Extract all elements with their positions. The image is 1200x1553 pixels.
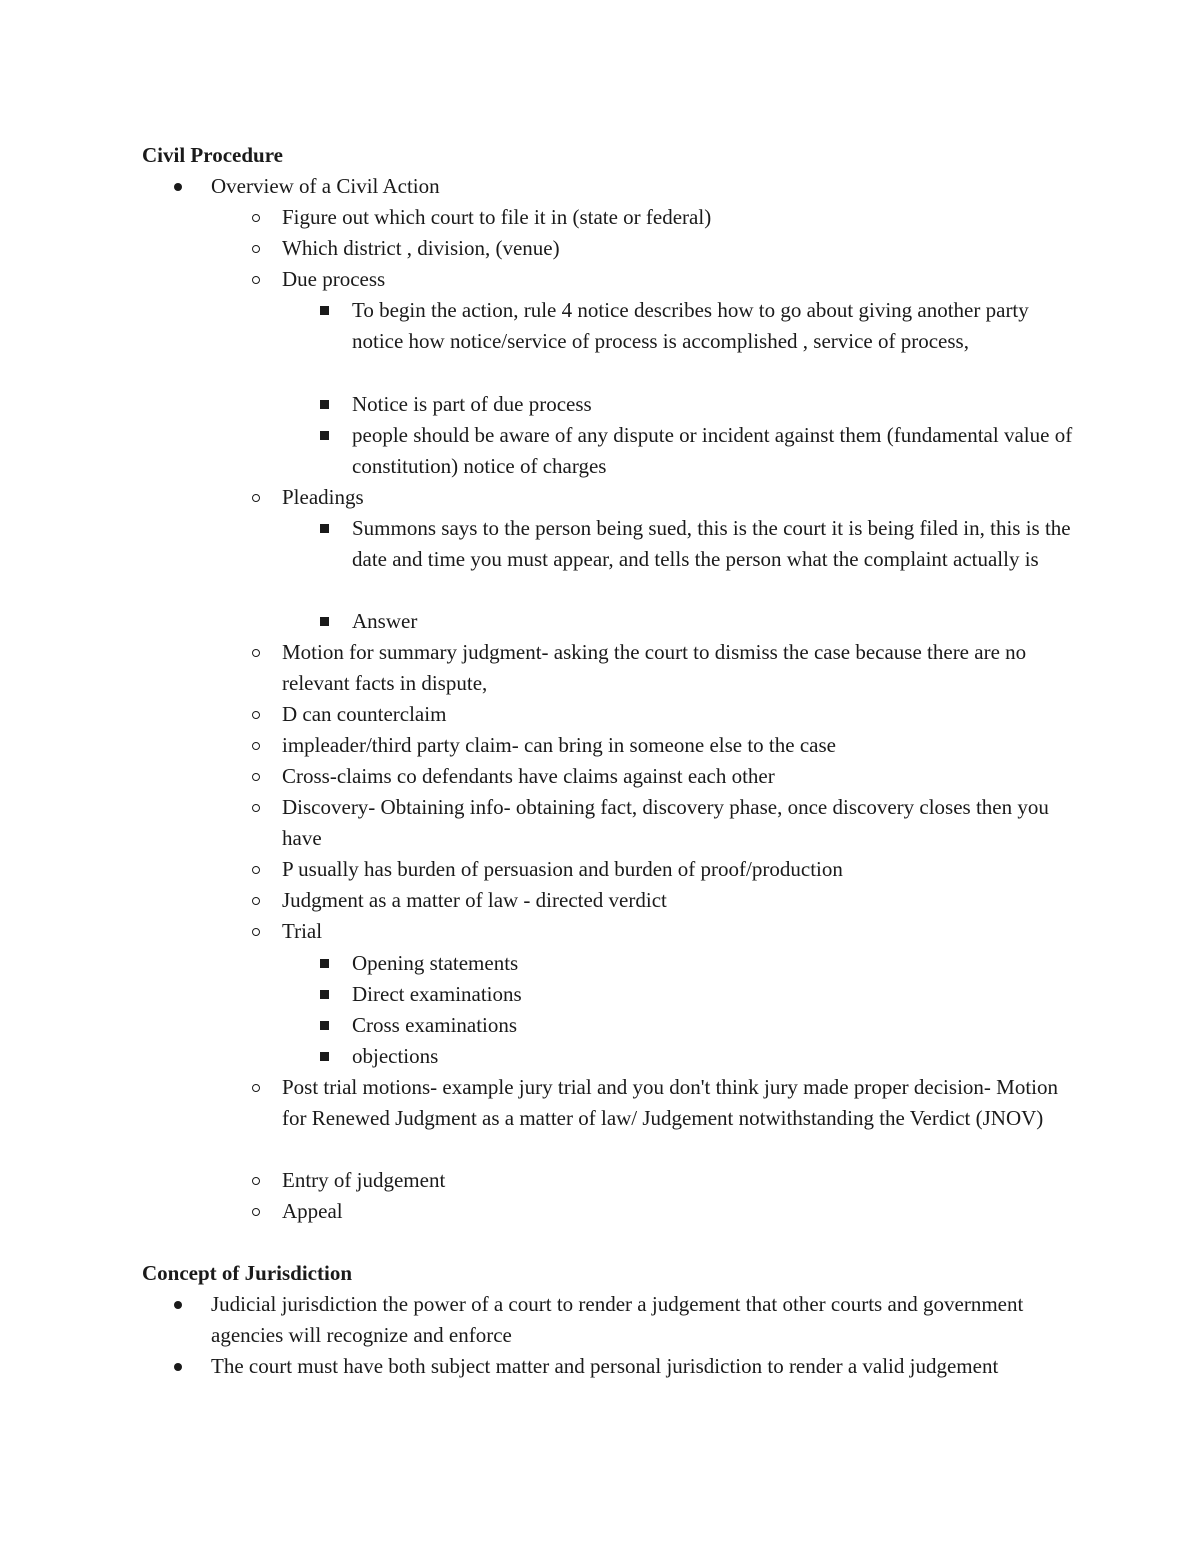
bullet-icon — [170, 1289, 186, 1320]
list-item: Judicial jurisdiction the power of a court to render a judgement that other courts and government agencies will recognize and enforce — [170, 1289, 1050, 1351]
bullet-icon — [316, 513, 332, 544]
bullet-icon — [170, 171, 186, 202]
list-item: Figure out which court to file it in (state or federal) — [248, 202, 1068, 233]
bullet-icon — [248, 264, 264, 295]
list-item: Notice is part of due process — [316, 389, 1076, 420]
list-item: Cross-claims co defendants have claims against each other — [248, 761, 1068, 792]
bullet-icon — [248, 233, 264, 264]
bullet-icon — [316, 1010, 332, 1041]
bullet-icon — [248, 1196, 264, 1227]
list-item: Pleadings — [248, 482, 1068, 513]
list-item: Judgment as a matter of law - directed verdict — [248, 885, 1068, 916]
list-item: Entry of judgement — [248, 1165, 1068, 1196]
bullet-icon — [248, 916, 264, 947]
list-item: Appeal — [248, 1196, 1068, 1227]
list-item: Summons says to the person being sued, this is the court it is being filed in, this is the date and time you must appear, and tells the person what the complaint actually is — [316, 513, 1076, 575]
list-item: Which district , division, (venue) — [248, 233, 1068, 264]
list-item: Post trial motions- example jury trial and you don't think jury made proper decision- Motion for Renewed Judgment as a matter of law/ Judgement notwithstanding the Verdict (JNOV) — [248, 1072, 1068, 1134]
list-item: Cross examinations — [316, 1010, 1076, 1041]
list-item: Overview of a Civil Action — [170, 171, 1050, 202]
list-item: Trial — [248, 916, 1068, 947]
bullet-icon — [248, 854, 264, 885]
bullet-icon — [248, 1165, 264, 1196]
bullet-icon — [248, 699, 264, 730]
bullet-icon — [248, 1072, 264, 1103]
bullet-icon — [248, 202, 264, 233]
list-item: D can counterclaim — [248, 699, 1068, 730]
list-item: To begin the action, rule 4 notice describes how to go about giving another party notice how notice/service of process is accomplished , service of process, — [316, 295, 1076, 357]
section-heading: Civil Procedure — [142, 143, 283, 167]
bullet-icon — [316, 979, 332, 1010]
bullet-icon — [248, 730, 264, 761]
list-item: The court must have both subject matter and personal jurisdiction to render a valid judgement — [170, 1351, 1050, 1382]
list-item: Direct examinations — [316, 979, 1076, 1010]
bullet-icon — [248, 761, 264, 792]
list-item: objections — [316, 1041, 1076, 1072]
bullet-icon — [248, 792, 264, 823]
bullet-icon — [248, 637, 264, 668]
section-heading: Concept of Jurisdiction — [142, 1261, 352, 1285]
bullet-icon — [316, 295, 332, 326]
list-item: Discovery- Obtaining info- obtaining fact, discovery phase, once discovery closes then you have — [248, 792, 1068, 854]
bullet-icon — [316, 606, 332, 637]
list-item: Due process — [248, 264, 1068, 295]
list-item: P usually has burden of persuasion and burden of proof/production — [248, 854, 1068, 885]
list-item: people should be aware of any dispute or incident against them (fundamental value of constitution) notice of charges — [316, 420, 1076, 482]
list-item: impleader/third party claim- can bring in someone else to the case — [248, 730, 1068, 761]
list-item: Opening statements — [316, 948, 1076, 979]
bullet-icon — [248, 482, 264, 513]
bullet-icon — [316, 948, 332, 979]
bullet-icon — [170, 1351, 186, 1382]
bullet-icon — [248, 885, 264, 916]
bullet-icon — [316, 420, 332, 451]
bullet-icon — [316, 1041, 332, 1072]
list-item: Motion for summary judgment- asking the court to dismiss the case because there are no relevant facts in dispute, — [248, 637, 1068, 699]
list-item: Answer — [316, 606, 1076, 637]
bullet-icon — [316, 389, 332, 420]
